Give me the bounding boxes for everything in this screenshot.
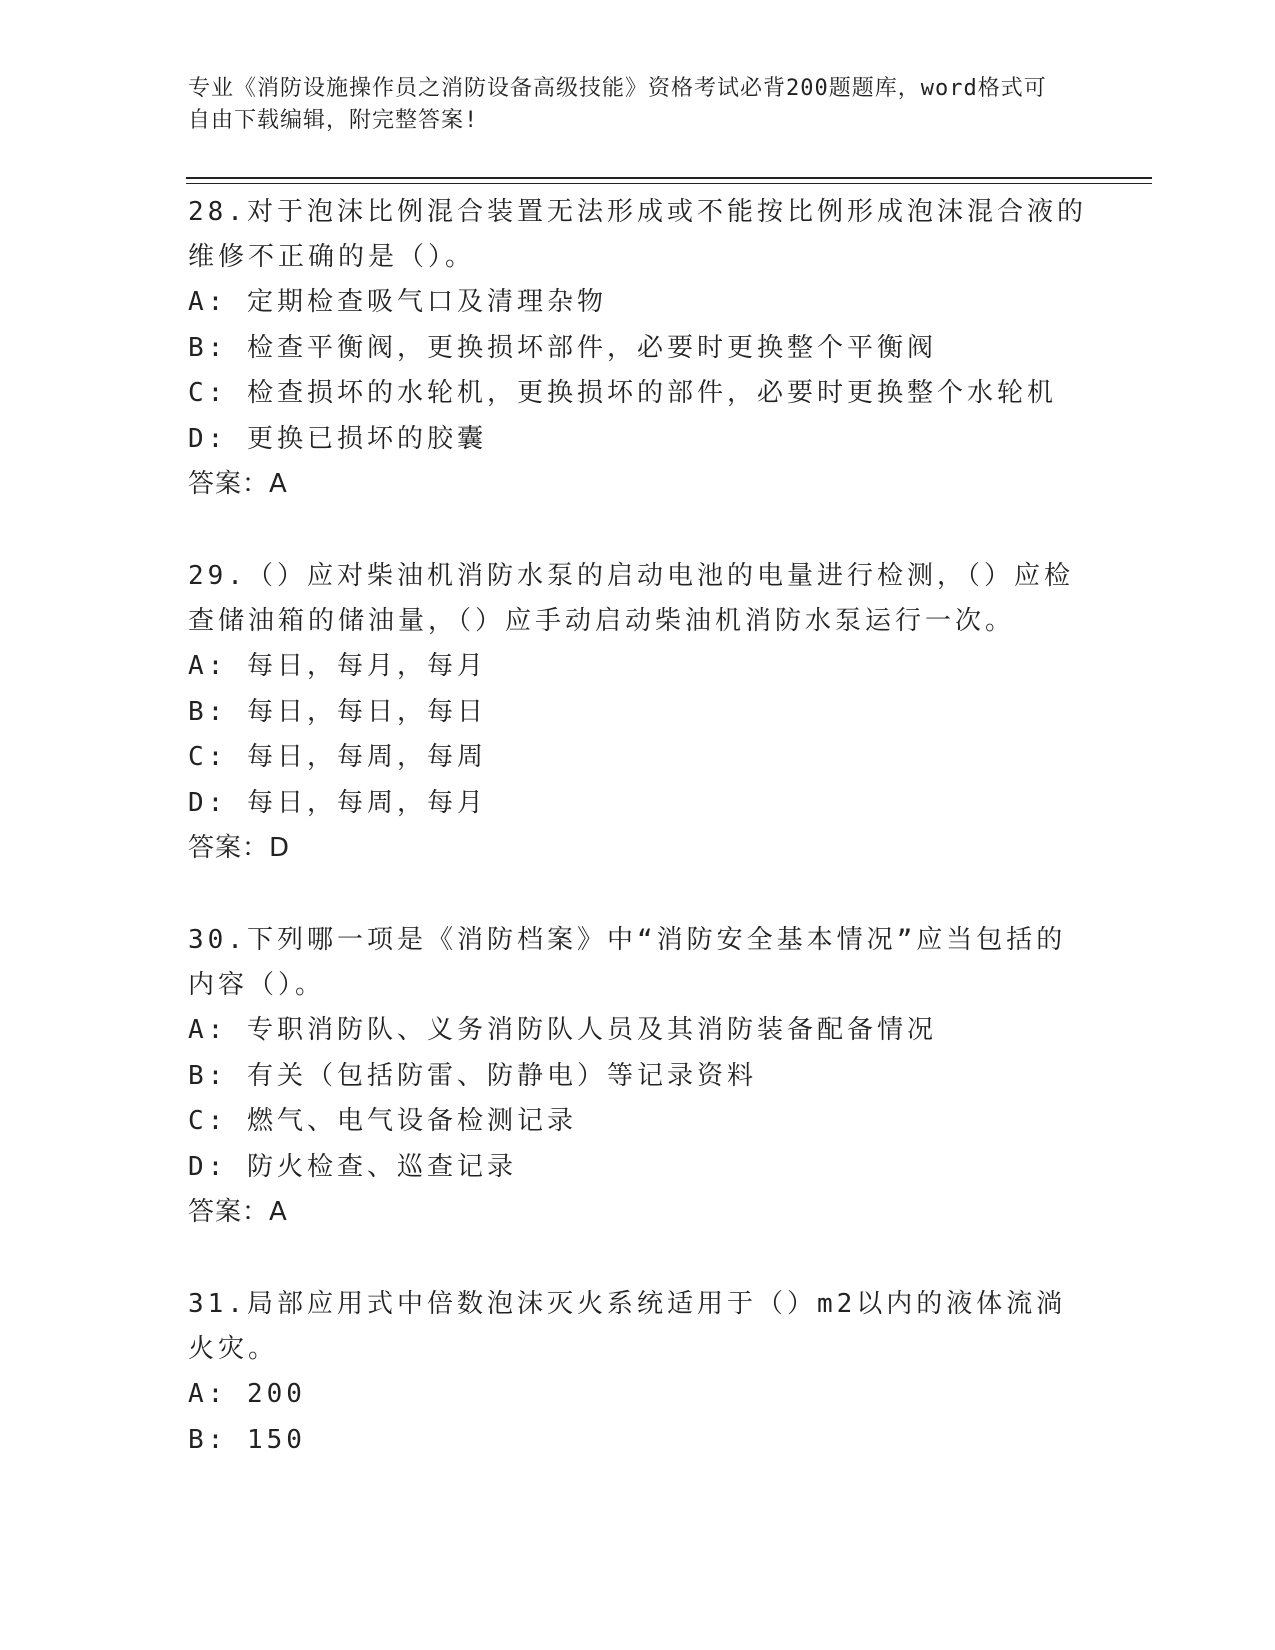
option-d: D: 防火检查、巡查记录 (188, 1151, 517, 1182)
answer: 答案：A (188, 1197, 288, 1227)
option-c: C: 燃气、电气设备检测记录 (188, 1106, 577, 1136)
question-text: 28.对于泡沫比例混合装置无法形成或不能按比例形成泡沫混合液的维修不正确的是（）。 (188, 197, 1087, 272)
answer: 答案：A (188, 469, 288, 499)
option-a: A: 定期检查吸气口及清理杂物 (188, 287, 607, 317)
question-text: 30.下列哪一项是《消防档案》中“消防安全基本情况”应当包括的内容（）。 (188, 925, 1067, 1000)
answer: 答案：D (188, 833, 291, 863)
question-spacer (188, 507, 1088, 554)
option-b: B: 有关（包括防雷、防静电）等记录资料 (188, 1060, 757, 1091)
question-text: 31.局部应用式中倍数泡沫灭火系统适用于（）m2以内的液体流淌火灾。 (188, 1289, 1067, 1364)
question-list (188, 190, 1088, 1463)
question-text: 29.（）应对柴油机消防水泵的启动电池的电量进行检测，（）应检查储油箱的储油量，（）应手动启动柴油机消防水泵运行一次。 (188, 561, 1074, 636)
option-c: C: 每日，每周，每周 (188, 742, 487, 772)
option-b: B: 150 (188, 1424, 306, 1455)
option-b: B: 检查平衡阀，更换损坏部件，必要时更换整个平衡阀 (188, 332, 937, 363)
document-header: 专业《消防设施操作员之消防设备高级技能》资格考试必背200题题库，word格式可自由下载编辑，附完整答案! (188, 76, 1047, 133)
option-d: D: 每日，每周，每月 (188, 787, 487, 818)
header-divider-thick (186, 177, 1152, 179)
question-spacer (188, 1235, 1088, 1282)
option-b: B: 每日，每日，每日 (188, 696, 487, 727)
question-28 (188, 190, 1088, 507)
option-c: C: 检查损坏的水轮机，更换损坏的部件，必要时更换整个水轮机 (188, 378, 1057, 408)
option-a: A: 每日，每月，每月 (188, 651, 487, 681)
question-31 (188, 1282, 1088, 1463)
option-a: A: 专职消防队、义务消防队人员及其消防装备配备情况 (188, 1015, 937, 1045)
question-30 (188, 918, 1088, 1235)
header-divider-thin (186, 183, 1152, 184)
option-d: D: 更换已损坏的胶囊 (188, 423, 487, 454)
question-29 (188, 554, 1088, 871)
question-spacer (188, 871, 1088, 918)
option-a: A: 200 (188, 1379, 306, 1409)
